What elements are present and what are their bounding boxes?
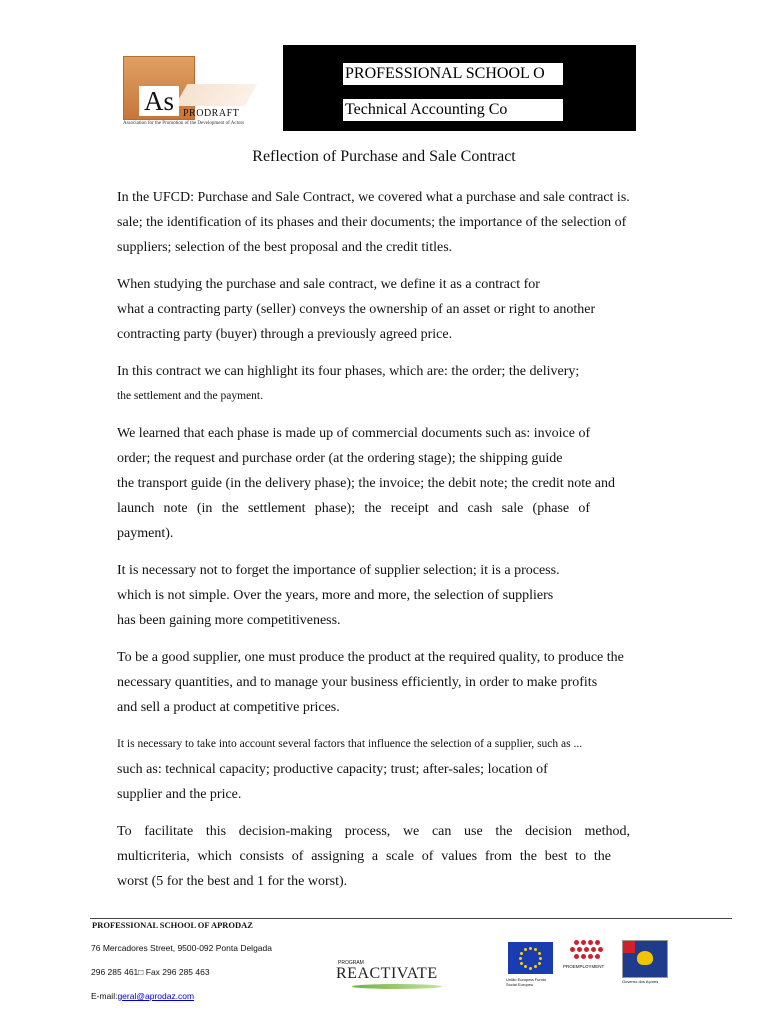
document-body: [117, 185, 670, 906]
text-line: To facilitate this decision-making process, we can use the decision method,: [117, 824, 630, 839]
eu-flag-icon: [508, 942, 553, 974]
footer-address: 76 Mercadores Street, 9500-092 Ponta Delgada: [91, 943, 272, 953]
proemprego-logo-icon: [570, 940, 606, 962]
eu-star-icon: [534, 965, 537, 968]
footer-school-name: PROFESSIONAL SCHOOL OF APRODAZ: [92, 920, 253, 930]
proemprego-dot: [595, 940, 600, 945]
footer-phone: 296 285 461□ Fax 296 285 463: [91, 967, 210, 977]
text-line: payment).: [117, 526, 174, 541]
text-line: the settlement and the payment.: [117, 390, 263, 402]
proemprego-dot: [588, 954, 593, 959]
header-title-line-2: Technical Accounting Co: [343, 99, 563, 121]
footer-email: [91, 991, 194, 1001]
proemprego-dot: [595, 954, 600, 959]
logo-letters: As: [139, 86, 179, 116]
paragraph: [117, 645, 670, 720]
proemprego-dot: [598, 947, 603, 952]
text-line: We learned that each phase is made up of commercial documents such as: invoice of: [117, 426, 591, 441]
proemprego-dot: [584, 947, 589, 952]
text-line: the transport guide (in the delivery phase); the invoice; the debit note; the credit note and: [117, 476, 616, 491]
text-line: suppliers; selection of the best proposal and the credit titles.: [117, 240, 453, 255]
paragraph: [117, 421, 670, 546]
text-line: contracting party (buyer) through a previously agreed price.: [117, 327, 453, 342]
eu-star-icon: [529, 947, 532, 950]
eu-star-icon: [524, 965, 527, 968]
eu-star-icon: [519, 957, 522, 960]
text-line: which is not simple. Over the years, more and more, the selection of suppliers: [117, 588, 554, 603]
azores-red-field: [623, 941, 635, 953]
proemprego-dot: [577, 947, 582, 952]
paragraph: [117, 272, 670, 347]
proemprego-dot: [570, 947, 575, 952]
text-line: To be a good supplier, one must produce the product at the required quality, to produce the: [117, 650, 624, 665]
text-line: supplier and the price.: [117, 787, 242, 802]
logo-swoosh: [175, 84, 258, 106]
eu-star-icon: [524, 948, 527, 951]
footer-email-link[interactable]: geral@aprodaz.com: [117, 991, 195, 1001]
azores-caption: Governo dos Açores: [622, 979, 659, 984]
reactivate-program-label: PROGRAM: [338, 960, 364, 966]
paragraph: [117, 732, 670, 807]
footer-divider: [90, 918, 732, 919]
text-line: and sell a product at competitive prices.: [117, 700, 340, 715]
logo-name: PRODRAFT: [183, 108, 240, 119]
header-title-banner: [283, 45, 636, 131]
footer-email-label: E-mail:: [91, 991, 118, 1001]
proemprego-caption: PROEMPLOYMENT: [563, 964, 605, 969]
text-line: what a contracting party (seller) conveys the ownership of an asset or right to another: [117, 302, 596, 317]
text-line: has been gaining more competitiveness.: [117, 613, 341, 628]
azores-hawk-icon: [637, 951, 653, 965]
paragraph: [117, 558, 670, 633]
eu-star-icon: [520, 952, 523, 955]
text-line: such as: technical capacity; productive capacity; trust; after-sales; location of: [117, 762, 548, 777]
proemprego-dot: [574, 940, 579, 945]
reactivate-name: REACTIVATE: [336, 965, 438, 982]
eu-caption: União Europeia Fundo Social Europeu: [506, 977, 547, 987]
paragraph: [117, 185, 670, 260]
text-line: multicriteria, which consists of assigning a scale of values from the best to the: [117, 849, 611, 864]
logo-tagline: Association for the Promotion of the Development of Actors: [123, 121, 245, 126]
paragraph: [117, 359, 670, 409]
azores-government-icon: [622, 940, 668, 978]
header-title-line-1: PROFESSIONAL SCHOOL O: [343, 63, 563, 85]
proemprego-dot: [574, 954, 579, 959]
eu-star-icon: [529, 967, 532, 970]
document-title: Reflection of Purchase and Sale Contract: [252, 148, 516, 165]
text-line: launch note (in the settlement phase); the receipt and cash sale (phase of: [117, 501, 590, 516]
text-line: sale; the identification of its phases and their documents; the importance of the selection of: [117, 215, 627, 230]
proemprego-dot: [588, 940, 593, 945]
text-line: When studying the purchase and sale contract, we define it as a contract for: [117, 277, 540, 292]
text-line: order; the request and purchase order (at the ordering stage); the shipping guide: [117, 451, 563, 466]
text-line: It is necessary to take into account several factors that influence the selection of a supplier, such as ...: [117, 738, 583, 750]
paragraph: [117, 819, 670, 894]
proemprego-dot: [591, 947, 596, 952]
reactivate-logo: [332, 948, 452, 992]
reactivate-swoosh: [352, 984, 442, 989]
proemprego-dot: [581, 954, 586, 959]
eu-star-icon: [538, 952, 541, 955]
eu-star-icon: [539, 957, 542, 960]
text-line: It is necessary not to forget the importance of supplier selection; it is a process.: [117, 563, 560, 578]
aprodraft-logo: [121, 56, 281, 130]
eu-star-icon: [534, 948, 537, 951]
text-line: necessary quantities, and to manage your business efficiently, in order to make profits: [117, 675, 598, 690]
eu-star-icon: [520, 962, 523, 965]
text-line: worst (5 for the best and 1 for the worst).: [117, 874, 348, 889]
text-line: In the UFCD: Purchase and Sale Contract, we covered what a purchase and sale contract is.: [117, 190, 630, 205]
eu-star-icon: [538, 962, 541, 965]
text-line: In this contract we can highlight its four phases, which are: the order; the delivery;: [117, 364, 580, 379]
proemprego-dot: [581, 940, 586, 945]
